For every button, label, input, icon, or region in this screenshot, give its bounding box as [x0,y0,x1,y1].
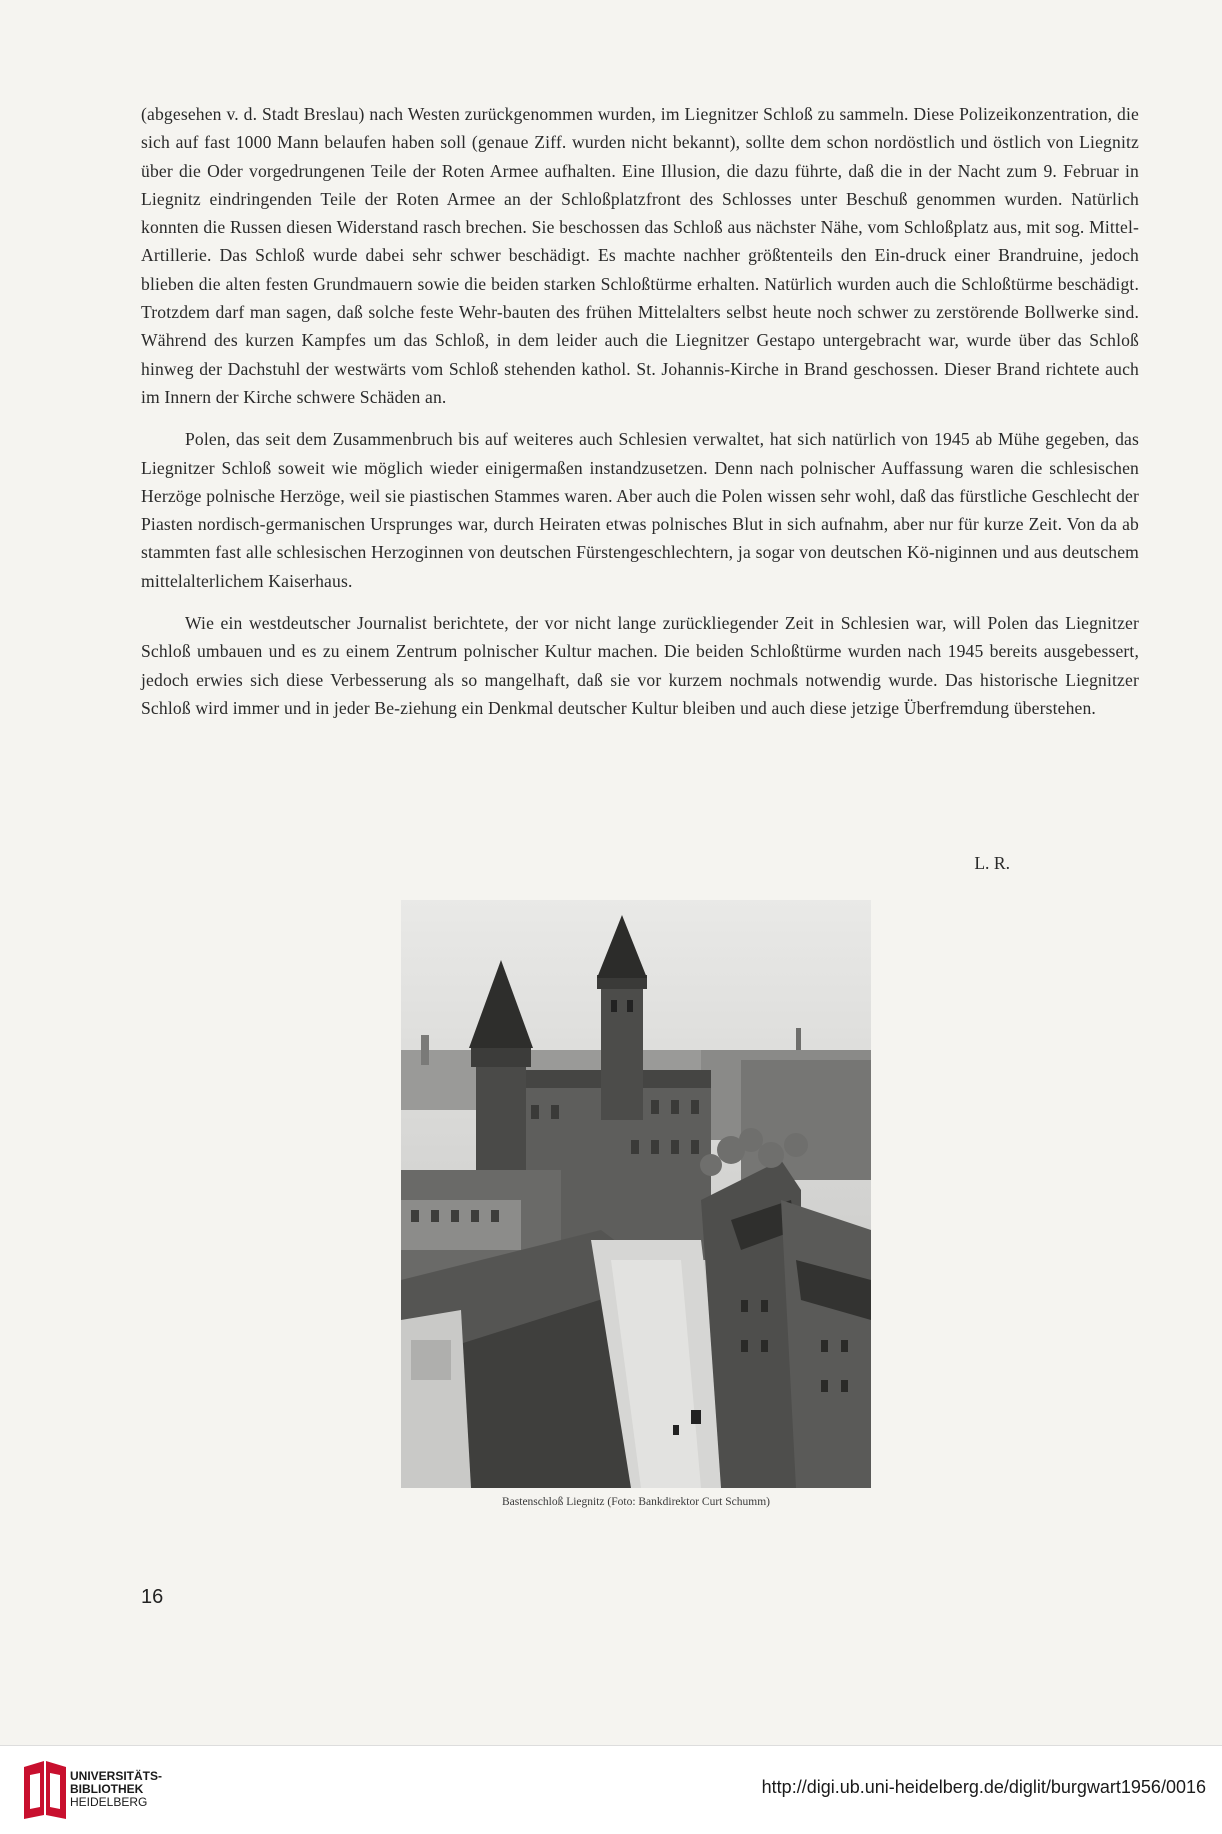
digitization-footer [0,1745,1222,1834]
library-name-line-2: BIBLIOTHEK [70,1782,144,1796]
castle-photo-illustration [401,900,871,1488]
library-name-line-3: HEIDELBERG [70,1795,148,1809]
author-initials: L. R. [974,853,1010,873]
library-name-line-1: UNIVERSITÄTS- [70,1769,163,1783]
paragraph-2: Polen, das seit dem Zusammenbruch bis auf weiteres auch Schlesien verwaltet, hat sich natürlich von 1945 ab Mühe gegeben, das Liegnitzer Schloß soweit wie möglich wieder einigermaßen instandzusetzen. Denn nach polnischer Auffassung waren die schlesischen Herzöge polnische Herzöge, weil sie piastischen Stammes waren. Aber auch die Polen wissen sehr wohl, daß das fürstliche Geschlecht der Piasten nordisch-germanischen Ursprunges war, durch Heiraten etwas polnisches Blut in sich aufnahm, aber nur für kurze Zeit. Von da ab stammten fast alle schlesischen Herzoginnen von deutschen Fürstengeschlechtern, ja sogar von deutschen Kö-niginnen und aus deutschem mittelalterlichem Kaiserhaus. [141,429,1139,591]
library-name [70,1770,162,1809]
article-body [141,100,1139,722]
castle-photo [401,900,871,1488]
paragraph-1: (abgesehen v. d. Stadt Breslau) nach Westen zurückgenommen wurden, im Liegnitzer Schloß zu sammeln. Diese Polizeikonzentration, die sich auf fast 1000 Mann belaufen haben soll (genaue Ziff. wurden nicht bekannt), sollte dem schon nordöstlich und östlich von Liegnitz über die Oder vorgedrungenen Teile der Roten Armee aufhalten. Eine Illusion, die dazu führte, daß die in der Nacht zum 9. Februar in Liegnitz eindringenden Teile der Roten Armee an der Schloßplatzfront des Schlosses unter Beschuß genommen wurden. Natürlich konnten die Russen diesen Widerstand rasch brechen. Sie beschossen das Schloß aus nächster Nähe, vom Schloßplatz aus, mit sog. Mittel-Artillerie. Das Schloß wurde dabei sehr schwer beschädigt. Es machte nachher größtenteils den Ein-druck einer Brandruine, jedoch blieben die alten festen Grundmauern sowie die beiden starken Schloßtürme erhalten. Natürlich wurden auch die Schloßtürme beschädigt. Trotzdem darf man sagen, daß solche feste Wehr-bauten des frühen Mittelalters selbst heute noch schwer zu zerstörende Bollwerke sind. Während des kurzen Kampfes um das Schloß, in dem leider auch die Liegnitzer Gestapo untergebracht war, wurde über das Schloß hinweg der Dachstuhl der westwärts vom Schloß stehenden kathol. St. Johannis-Kirche in Brand geschossen. Dieser Brand richtete auch im Innern der Kirche schwere Schäden an. [141,104,1139,407]
photo-caption: Bastenschloß Liegnitz (Foto: Bankdirektor Curt Schumm) [502,1496,770,1508]
library-logo-icon[interactable] [22,1759,68,1821]
source-url-link[interactable]: http://digi.ub.uni-heidelberg.de/diglit/burgwart1956/0016 [761,1777,1206,1797]
page-number: 16 [141,1586,164,1608]
paragraph-3: Wie ein westdeutscher Journalist berichtete, der vor nicht lange zurückliegender Zeit in Schlesien war, will Polen das Liegnitzer Schloß umbauen und es zu einem Zentrum polnischer Kultur machen. Die beiden Schloßtürme wurden nach 1945 bereits ausgebessert, jedoch erwies sich diese Verbesserung als so mangelhaft, daß sie vor kurzem nochmals notwendig wurde. Das historische Liegnitzer Schloß wird immer und in jeder Be-ziehung ein Denkmal deutscher Kultur bleiben und auch diese jetzige Überfremdung überstehen. [141,613,1139,718]
